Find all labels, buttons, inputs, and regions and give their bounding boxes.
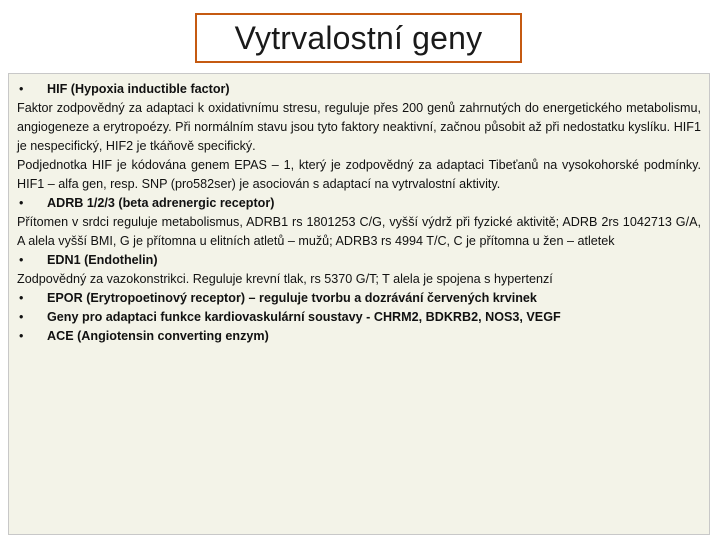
bullet-dot: • [19,253,24,267]
bullet-dot: • [19,82,24,96]
page-title: Vytrvalostní geny [234,19,483,56]
bullet-edn [17,251,701,270]
bullet-dot: • [19,310,24,324]
hif-paragraph-1: Faktor zodpovědný za adaptaci k oxidativnímu stresu, reguluje přes 200 genů zahrnutých do energetického metabolismu, angiogeneze a erytropoézy. Při normálním stavu jsou tyto faktory neaktivní, začnou působit až při nedostatku kyslíku. HIF1 je nespecifický, HIF2 je tkáňově specifický. [17,101,701,153]
bullet-hif [17,80,701,99]
epor-description: – reguluje tvorbu a dozrávání červených krvinek [245,291,537,305]
edn-paragraph: Zodpovědný za vazokonstrikci. Reguluje krevní tlak, rs 5370 G/T; T alela je spojena s hypertenzí [17,272,553,286]
epor-heading: EPOR (Erytropoetinový receptor) [47,291,246,305]
bullet-epor [17,289,701,308]
cardio-genes-text: Geny pro adaptaci funkce kardiovaskulární soustavy - CHRM2, BDKRB2, NOS3, VEGF [47,310,561,324]
bullet-dot: • [19,329,24,343]
hif-paragraph-2: Podjednotka HIF je kódována genem EPAS – 1, který je zodpovědný za adaptaci Tibeťanů na vysokohorské podmínky. HIF1 – alfa gen, resp. SNP (pro582ser) je asociován s adaptací na vytrvalostní aktivity. [17,158,701,191]
edn-heading: EDN1 (Endothelin) [47,253,158,267]
adrb-paragraph: Přítomen v srdci reguluje metabolismus, ADRB1 rs 1801253 C/G, vyšší výdrž při fyzické aktivitě; ADRB 2rs 1042713 G/A, A alela vyšší BMI, G je přítomna u elitních atletů – mužů; ADRB3 rs 4994 T/C, C je přítomna u žen – atletek [17,215,701,248]
epor-text [47,289,701,308]
bullet-dot: • [19,291,24,305]
bullet-adrb [17,194,701,213]
bullet-cardio [17,308,701,327]
ace-text: ACE (Angiotensin converting enzym) [47,329,269,343]
hif-heading: HIF (Hypoxia inductible factor) [47,82,230,96]
bullet-dot: • [19,196,24,210]
content-box [8,73,710,535]
title-box [195,13,522,63]
adrb-heading: ADRB 1/2/3 (beta adrenergic receptor) [47,196,275,210]
bullet-ace [17,327,701,346]
